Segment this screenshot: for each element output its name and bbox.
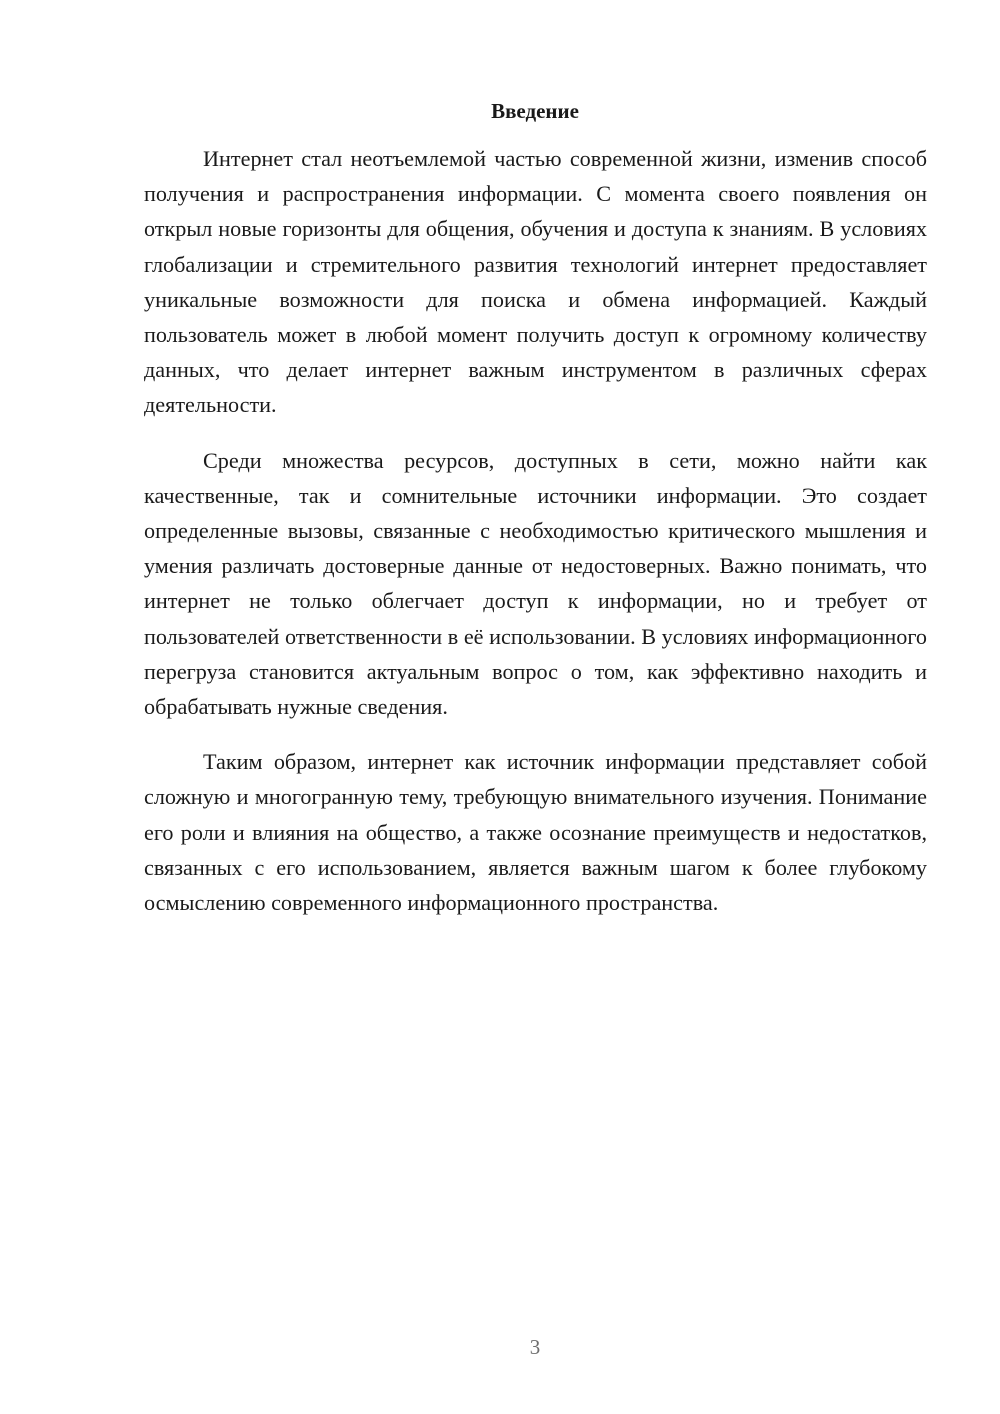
paragraph-3: Таким образом, интернет как источник информации представляет собой сложную и многогранную тему, требующую внимательного изучения. Понимание его роли и влияния на общество, а также осознание преимуществ и недостатков, связанных с его использованием, является важным шагом к более глубокому осмыслению современного информационного пространства. bbox=[144, 749, 927, 916]
page-number: 3 bbox=[529, 1335, 541, 1359]
paragraph-2: Среди множества ресурсов, доступных в сети, можно найти как качественные, так и сомнительные источники информации. Это создает определенные вызовы, связанные с необходимостью критического мышления и умения различать достоверные данные от недостоверных. Важно понимать, что интернет не только облегчает доступ к информации, но и требует от пользователей ответственности в её использовании. В условиях информационного перегруза становится актуальным вопрос о том, как эффективно находить и обрабатывать нужные сведения. bbox=[144, 447, 927, 720]
body-text bbox=[144, 141, 927, 940]
paragraph-1: Интернет стал неотъемлемой частью современной жизни, изменив способ получения и распространения информации. С момента своего появления он открыл новые горизонты для общения, обучения и доступа к знаниям. В условиях глобализации и стремительного развития технологий интернет предоставляет уникальные возможности для поиска и обмена информацией. Каждый пользователь может в любой момент получить доступ к огромному количеству данных, что делает интернет важным инструментом в различных сферах деятельности. bbox=[144, 146, 927, 418]
section-heading: Введение bbox=[491, 99, 579, 123]
